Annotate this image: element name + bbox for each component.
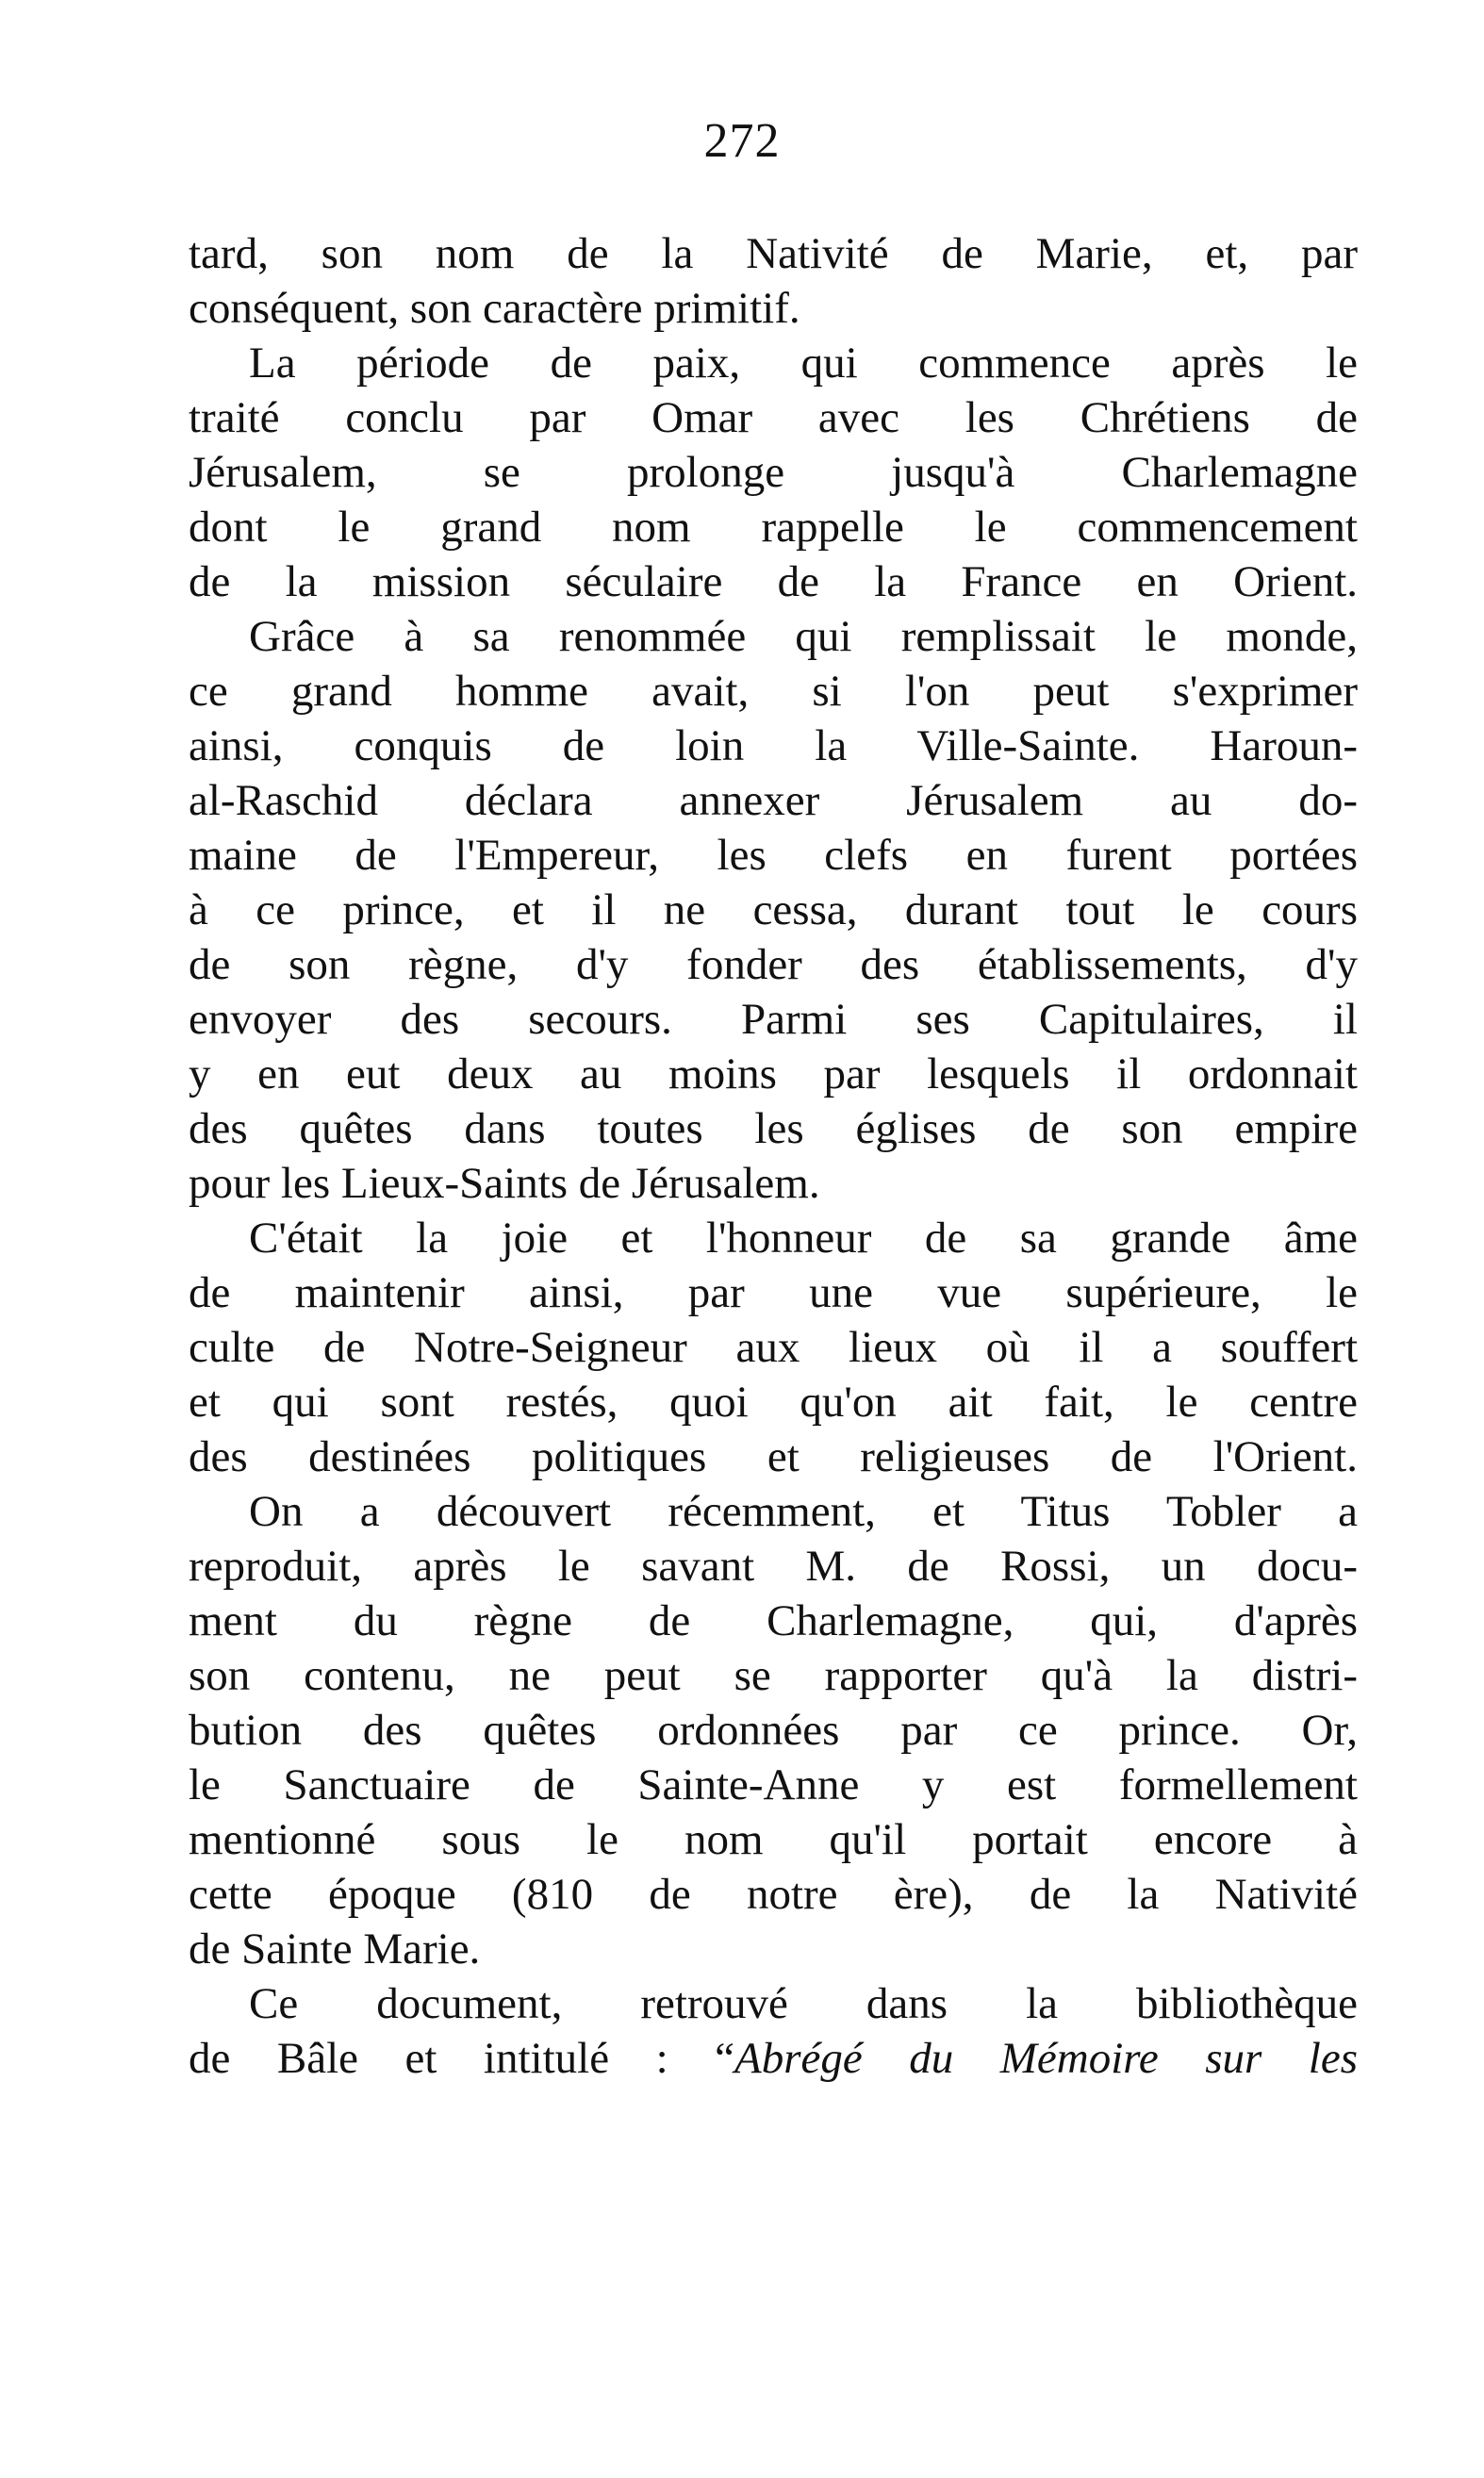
- text-line: Grâce à sa renommée qui remplissait le monde,: [249, 612, 1358, 661]
- text-line: des quêtes dans toutes les églises de son empire: [189, 1104, 1358, 1153]
- text-line: pour les Lieux-Saints de Jérusalem.: [189, 1159, 820, 1208]
- text-line: à ce prince, et il ne cessa, durant tout le cours: [189, 885, 1358, 934]
- italic-title: Abrégé du Mémoire sur les: [734, 2034, 1358, 2083]
- text-line: son contenu, ne peut se rapporter qu'à la distri-: [189, 1651, 1358, 1700]
- text-line: le Sanctuaire de Sainte-Anne y est formellement: [189, 1760, 1358, 1809]
- text-line: et qui sont restés, quoi qu'on ait fait, le centre: [189, 1378, 1358, 1427]
- text-line: Ce document, retrouvé dans la bibliothèque: [249, 1979, 1358, 2028]
- text-line: traité conclu par Omar avec les Chrétiens de: [189, 393, 1358, 442]
- text-line: de maintenir ainsi, par une vue supérieure, le: [189, 1268, 1358, 1317]
- text-line: cette époque (810 de notre ère), de la Nativité: [189, 1870, 1358, 1919]
- text-line: de son règne, d'y fonder des établissements, d'y: [189, 940, 1358, 989]
- text-line: de la mission séculaire de la France en Orient.: [189, 557, 1358, 606]
- page-number: 272: [703, 114, 781, 168]
- text-line: ce grand homme avait, si l'on peut s'exprimer: [189, 667, 1358, 716]
- text-line: culte de Notre-Seigneur aux lieux où il a souffert: [189, 1323, 1358, 1372]
- text-line: dont le grand nom rappelle le commencement: [189, 503, 1358, 552]
- text-line: ainsi, conquis de loin la Ville-Sainte. Haroun-: [189, 721, 1358, 770]
- text-line: ment du règne de Charlemagne, qui, d'après: [189, 1596, 1358, 1645]
- text-line: La période de paix, qui commence après le: [249, 339, 1358, 388]
- text-line: maine de l'Empereur, les clefs en furent portées: [189, 831, 1358, 880]
- text-line: de Bâle et intitulé : “Abrégé du Mémoire sur les: [189, 2034, 1358, 2083]
- text-line: Jérusalem, se prolonge jusqu'à Charlemagne: [189, 448, 1358, 497]
- body-text: [189, 226, 1358, 2086]
- text-line: de Sainte Marie.: [189, 1925, 481, 1974]
- text-line: conséquent, son caractère primitif.: [189, 284, 800, 333]
- text-line: bution des quêtes ordonnées par ce prince. Or,: [189, 1706, 1358, 1755]
- text-line: C'était la joie et l'honneur de sa grande âme: [249, 1214, 1358, 1263]
- text-line: On a découvert récemment, et Titus Tobler a: [249, 1487, 1358, 1536]
- text-line: al-Raschid déclara annexer Jérusalem au do-: [189, 776, 1358, 825]
- text-line: reproduit, après le savant M. de Rossi, un docu-: [189, 1542, 1358, 1591]
- text-line: des destinées politiques et religieuses de l'Orient.: [189, 1432, 1358, 1481]
- text-line: mentionné sous le nom qu'il portait encore à: [189, 1815, 1358, 1864]
- text-line: envoyer des secours. Parmi ses Capitulaires, il: [189, 995, 1358, 1044]
- text-line: y en eut deux au moins par lesquels il ordonnait: [189, 1049, 1358, 1099]
- text-line: tard, son nom de la Nativité de Marie, et, par: [189, 229, 1358, 278]
